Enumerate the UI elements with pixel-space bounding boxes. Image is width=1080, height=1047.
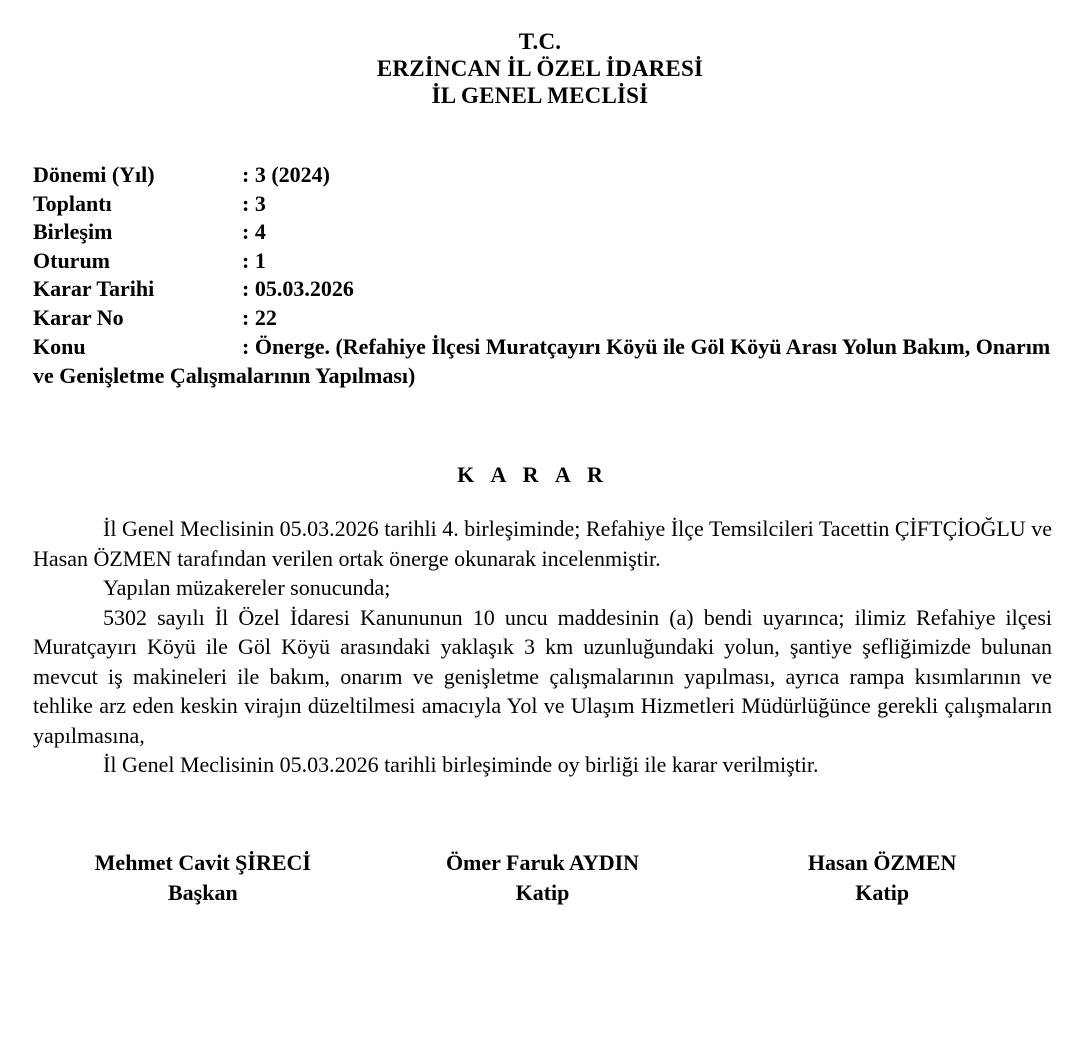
- meta-value-donemi: : 3 (2024): [242, 162, 330, 187]
- signature-role: Katip: [515, 880, 570, 905]
- meta-label-konu: Konu: [33, 334, 86, 359]
- signature-block: [0, 848, 1080, 908]
- meta-value-konu: : Önerge. (Refahiye İlçesi Muratçayırı Köyü ile Göl Köyü Arası Yolun Bakım, Onarım ve Genişletme Çalışmalarının Yapılması): [33, 334, 1051, 388]
- meta-label-toplanti: Toplantı: [33, 190, 112, 216]
- decision-body: [0, 514, 1080, 780]
- meta-row-donemi: [33, 161, 1052, 190]
- meta-row-karar-no: [33, 304, 1052, 333]
- meta-label-donemi: Dönemi (Yıl): [33, 162, 155, 187]
- signature-role: Katip: [855, 880, 910, 905]
- header-line-republic: T.C.: [518, 29, 562, 54]
- header-line-council: İL GENEL MECLİSİ: [431, 83, 649, 108]
- meta-row-toplanti: [33, 190, 1052, 219]
- meta-value-birlesim: : 4: [242, 219, 266, 244]
- header-line-institution: ERZİNCAN İL ÖZEL İDARESİ: [376, 56, 704, 81]
- decision-paragraph-intro: İl Genel Meclisinin 05.03.2026 tarihli 4. birleşiminde; Refahiye İlçe Temsilcileri Tacettin ÇİFTÇİOĞLU ve Hasan ÖZMEN tarafından verilen ortak önerge okunarak incelenmiştir.: [33, 516, 1052, 571]
- meta-label-karar-tarihi: Karar Tarihi: [33, 276, 155, 301]
- decision-paragraph-resolution: 5302 sayılı İl Özel İdaresi Kanununun 10 uncu maddesinin (a) bendi uyarınca; ilimiz Refahiye ilçesi Muratçayırı Köyü ile Göl Köyü arasındaki yaklaşık 3 km uzunluğundaki yolun, şantiye şefliğimizde bulunan mevcut iş makineleri ile bakım, onarım ve genişletme çalışmalarının yapılması, ayrıca rampa kısımlarının ve tehlike arz eden keskin virajın düzeltilmesi amacıyla Yol ve Ulaşım Hizmetleri Müdürlüğünce gerekli çalışmaların yapılmasına,: [33, 604, 1052, 748]
- signature-name: Hasan ÖZMEN: [807, 850, 957, 875]
- decision-paragraph-conclusion: İl Genel Meclisinin 05.03.2026 tarihli birleşiminde oy birliği ile karar verilmiştir.: [103, 752, 819, 777]
- meta-value-karar-no: : 22: [242, 304, 277, 330]
- metadata-block: [0, 161, 1080, 390]
- meta-label-oturum: Oturum: [33, 247, 110, 273]
- meta-label-karar-no: Karar No: [33, 304, 124, 330]
- meta-value-karar-tarihi: : 05.03.2026: [242, 276, 354, 301]
- signature-chairman: [33, 848, 373, 908]
- meta-label-birlesim: Birleşim: [33, 219, 113, 244]
- meta-row-konu: [33, 332, 1052, 390]
- decision-paragraph-deliberation: Yapılan müzakereler sonucunda;: [103, 575, 391, 600]
- signature-name: Ömer Faruk AYDIN: [445, 850, 640, 875]
- meta-value-oturum: : 1: [242, 247, 266, 273]
- document-header: [0, 0, 1080, 109]
- signature-name: Mehmet Cavit ŞİRECİ: [94, 850, 311, 875]
- meta-row-birlesim: [33, 218, 1052, 247]
- meta-value-toplanti: : 3: [242, 190, 266, 216]
- decision-heading: K A R A R: [457, 462, 609, 487]
- signature-clerk-two: [712, 848, 1052, 908]
- signature-clerk-one: [373, 848, 713, 908]
- signature-role: Başkan: [167, 880, 238, 905]
- meta-row-karar-tarihi: [33, 275, 1052, 304]
- meta-row-oturum: [33, 247, 1052, 276]
